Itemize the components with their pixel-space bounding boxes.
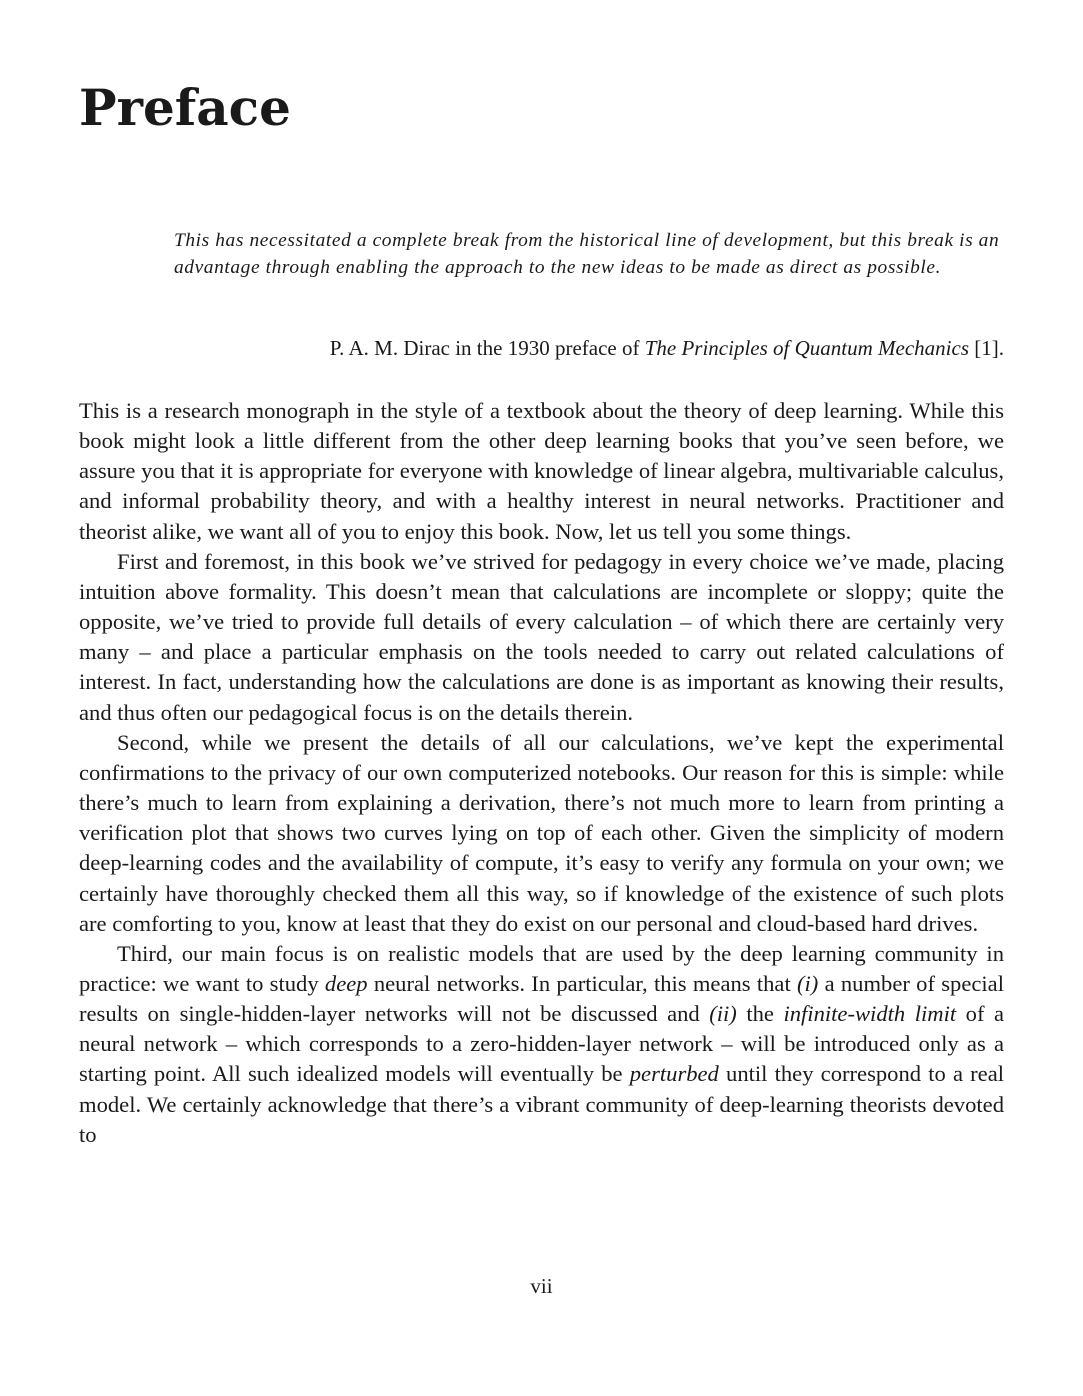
paragraph-text: Second, while we present the details of all our calculations, we’ve kept the experimental confirmations to the privacy of our own computerized notebooks. Our reason for this is simple: while there’s much to learn from explaining a derivation, there’s not much more to learn from printing a verification plot that shows two curves lying on top of each other. Given the simplicity of modern deep-learning codes and the availability of compute, it’s easy to verify any formula on your own; we certainly have thoroughly checked them all this way, so if knowledge of the existence of such plots are comforting to you, know at least that they do exist on our personal and cloud-based hard drives.	[79, 729, 1004, 936]
citation-reference: [1].	[969, 336, 1004, 360]
paragraph	[79, 547, 1004, 728]
paragraph-text: neural networks. In particular, this means that	[367, 970, 797, 996]
paragraph-text: Third, our main focus is on realistic models that are used by the deep learning community in practice: we want to study	[79, 940, 1004, 996]
epigraph-attribution	[174, 336, 1004, 361]
paragraph-text: until they correspond to a real model. We certainly acknowledge that there’s a vibrant community of deep-learning theorists devoted to	[79, 1061, 1004, 1147]
chapter-title: Preface	[79, 78, 291, 137]
paragraph-text: a number of special results on single-hidden-layer networks will not be discussed and	[79, 970, 1004, 1027]
epigraph	[174, 228, 1004, 360]
paragraph	[79, 939, 1004, 1150]
paragraph-text: of a neural network – which corresponds to a zero-hidden-layer network – will be introduced only as a starting point. All such idealized models will eventually be	[79, 1001, 1005, 1087]
paragraph	[79, 728, 1004, 939]
emphasis-text: deep	[324, 970, 368, 996]
attribution-author: P. A. M. Dirac in the 1930 preface of	[329, 336, 645, 360]
epigraph-quote: This has necessitated a complete break from the historical line of development, but this break is an advantage through enabling the approach to the new ideas to be made as direct as possible.	[174, 230, 1000, 278]
paragraph-text: the	[736, 1001, 784, 1027]
attribution-work-title: The Principles of Quantum Mechanics	[644, 336, 969, 360]
emphasis-text: (i)	[797, 970, 819, 996]
paragraph-text: This is a research monograph in the style of a textbook about the theory of deep learning. While this book might look a little different from the other deep learning books that you’ve seen before, we assure you that it is appropriate for everyone with knowledge of linear algebra, multivariable calculus, and informal probability theory, and with a healthy interest in neural networks. Practitioner and theorist alike, we want all of you to enjoy this book. Now, let us tell you some things.	[79, 398, 1004, 544]
emphasis-text: infinite-width limit	[783, 1001, 957, 1027]
emphasis-text: (ii)	[709, 1001, 737, 1027]
body-text	[79, 396, 1004, 1150]
emphasis-text: perturbed	[629, 1061, 719, 1087]
page-number: vii	[530, 1274, 553, 1298]
paragraph	[79, 396, 1004, 547]
paragraph-text: First and foremost, in this book we’ve strived for pedagogy in every choice we’ve made, placing intuition above formality. This doesn’t mean that calculations are incomplete or sloppy; quite the opposite, we’ve tried to provide full details of every calculation – of which there are certainly very many – and place a particular emphasis on the tools needed to carry out related calculations of interest. In fact, understanding how the calculations are done is as important as knowing their results, and thus often our pedagogical focus is on the details therein.	[79, 548, 1004, 725]
